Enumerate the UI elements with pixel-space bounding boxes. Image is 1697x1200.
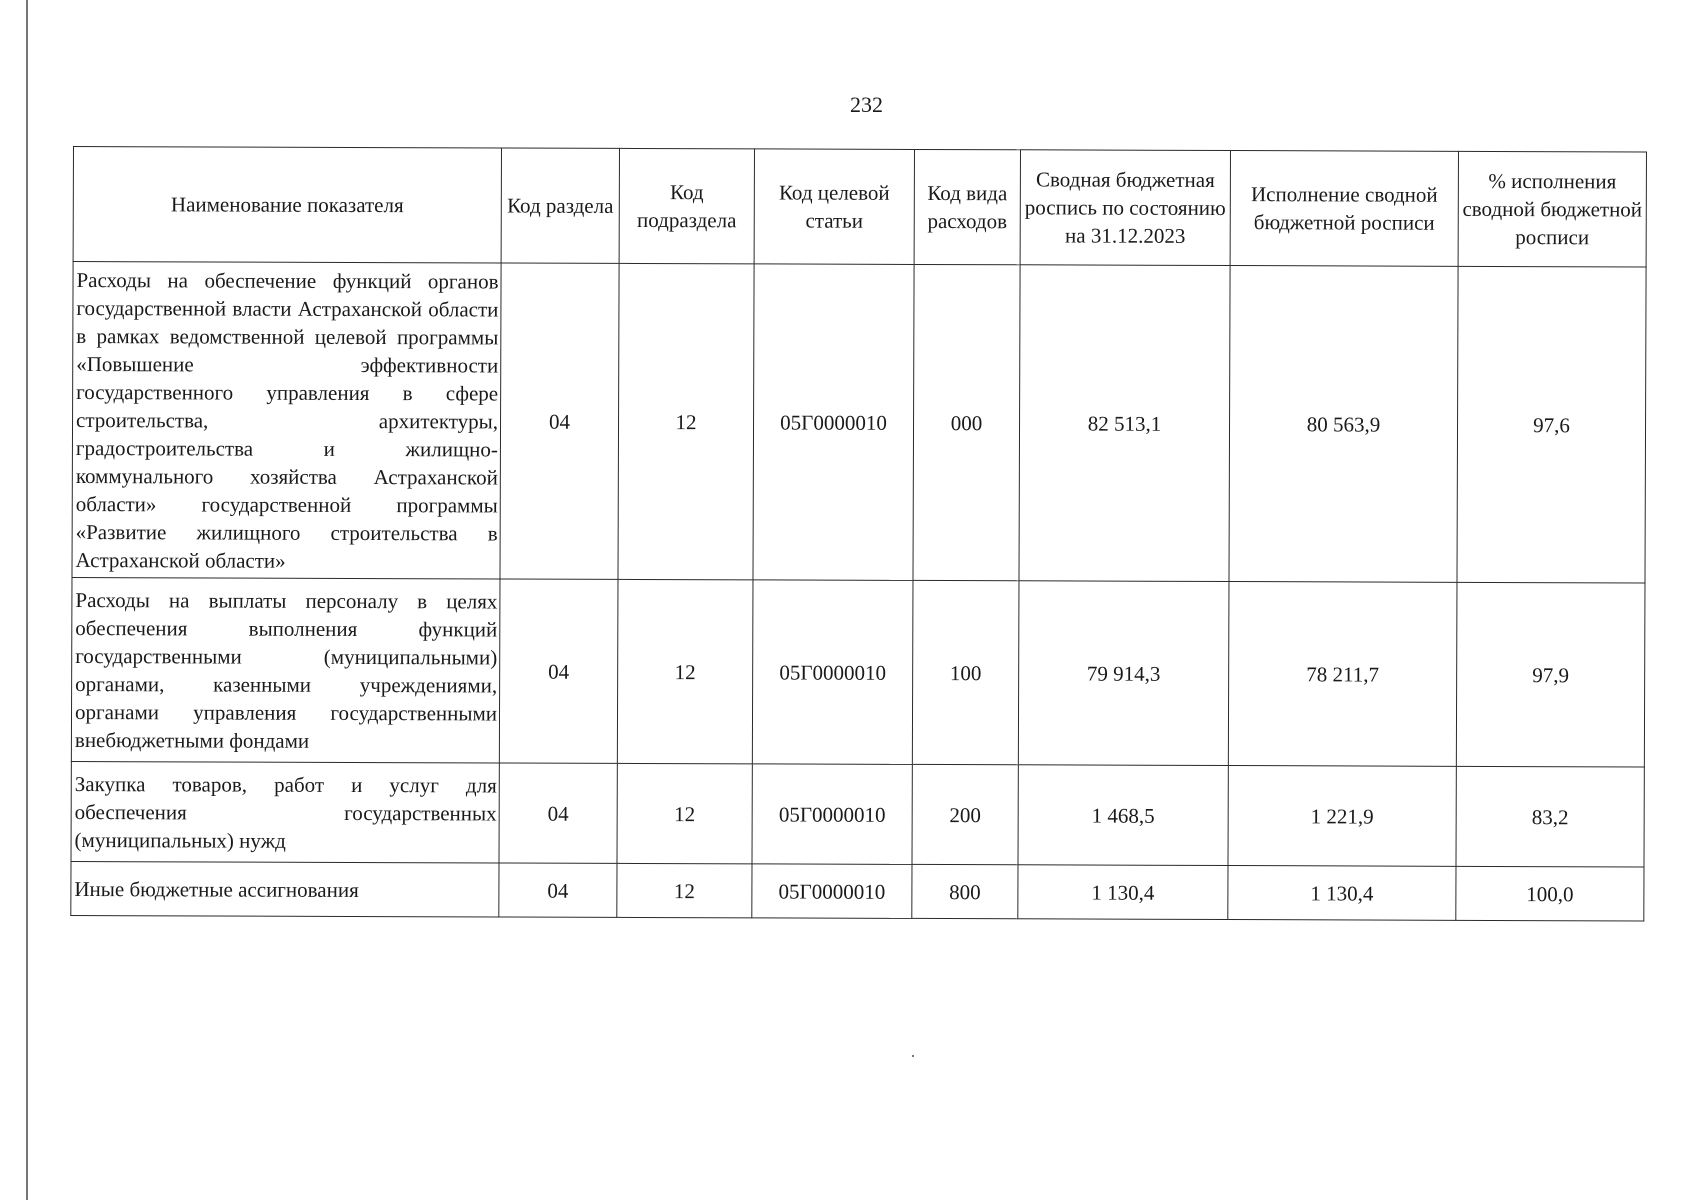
header-budget-execution: Исполнение сводной бюджетной росписи [1230,151,1458,267]
table-header-row [73,147,1646,267]
row-subsection: 12 [617,763,752,863]
header-execution-percent: % исполнения сводной бюджетной росписи [1458,151,1646,267]
row-name: Расходы на обеспечение функций органов государственной власти Астраханской области в рамках ведомственной целевой программы «Повышение эффективности государственного управления в сфере строительства, архитектуры, градостроительства и жилищно-коммунального хозяйства Астраханской области» государственной программы «Развитие жилищного строительства в Астраханской области» [72,262,501,579]
row-kind: 200 [912,764,1018,864]
row-percent: 100,0 [1456,866,1644,921]
row-section: 04 [500,263,619,579]
row-percent: 83,2 [1456,766,1644,867]
row-plan: 82 513,1 [1019,265,1230,582]
row-plan: 1 468,5 [1018,765,1228,866]
row-subsection: 12 [617,579,753,763]
row-percent: 97,9 [1456,582,1645,767]
row-section: 04 [499,763,617,863]
row-target: 05Г0000010 [752,764,912,865]
table-row [72,262,1646,583]
header-subsection-code: Код подраздела [619,148,754,263]
scan-edge-line [26,0,28,1200]
scan-speck [912,1055,914,1057]
row-target: 05Г0000010 [752,580,913,765]
budget-execution-table [70,146,1647,921]
row-plan: 1 130,4 [1018,865,1228,920]
header-indicator-name: Наименование показателя [73,147,501,263]
header-target-code: Код целевой статьи [754,149,914,265]
row-subsection: 12 [618,263,754,579]
table-row [71,577,1645,766]
header-expense-kind-code: Код вида расходов [914,149,1020,264]
table-row [71,861,1644,920]
row-section: 04 [499,579,618,763]
row-kind: 000 [913,264,1020,580]
row-target: 05Г0000010 [752,864,912,919]
row-kind: 100 [912,580,1019,764]
header-budget-plan: Сводная бюджетная роспись по состоянию на 31.12.2023 [1020,150,1230,266]
row-section: 04 [499,863,617,917]
row-kind: 800 [912,864,1018,918]
row-exec: 1 221,9 [1228,766,1456,867]
row-plan: 79 914,3 [1018,581,1229,766]
table-row [71,761,1644,866]
row-percent: 97,6 [1457,266,1646,583]
page-number: 232 [850,92,883,117]
row-name: Закупка товаров, работ и услуг для обеспечения государственных (муниципальных) нужд [71,761,499,862]
row-exec: 78 211,7 [1228,582,1457,767]
row-name: Расходы на выплаты персоналу в целях обеспечения выполнения функций государственными (муниципальными) органами, казенными учреждениями, органами управления государственными внебюджетными фондами [71,577,500,762]
row-subsection: 12 [617,863,752,917]
row-name: Иные бюджетные ассигнования [71,861,499,916]
row-target: 05Г0000010 [753,264,914,581]
header-section-code: Код раздела [501,148,619,263]
row-exec: 1 130,4 [1228,866,1456,921]
row-exec: 80 563,9 [1229,266,1458,583]
